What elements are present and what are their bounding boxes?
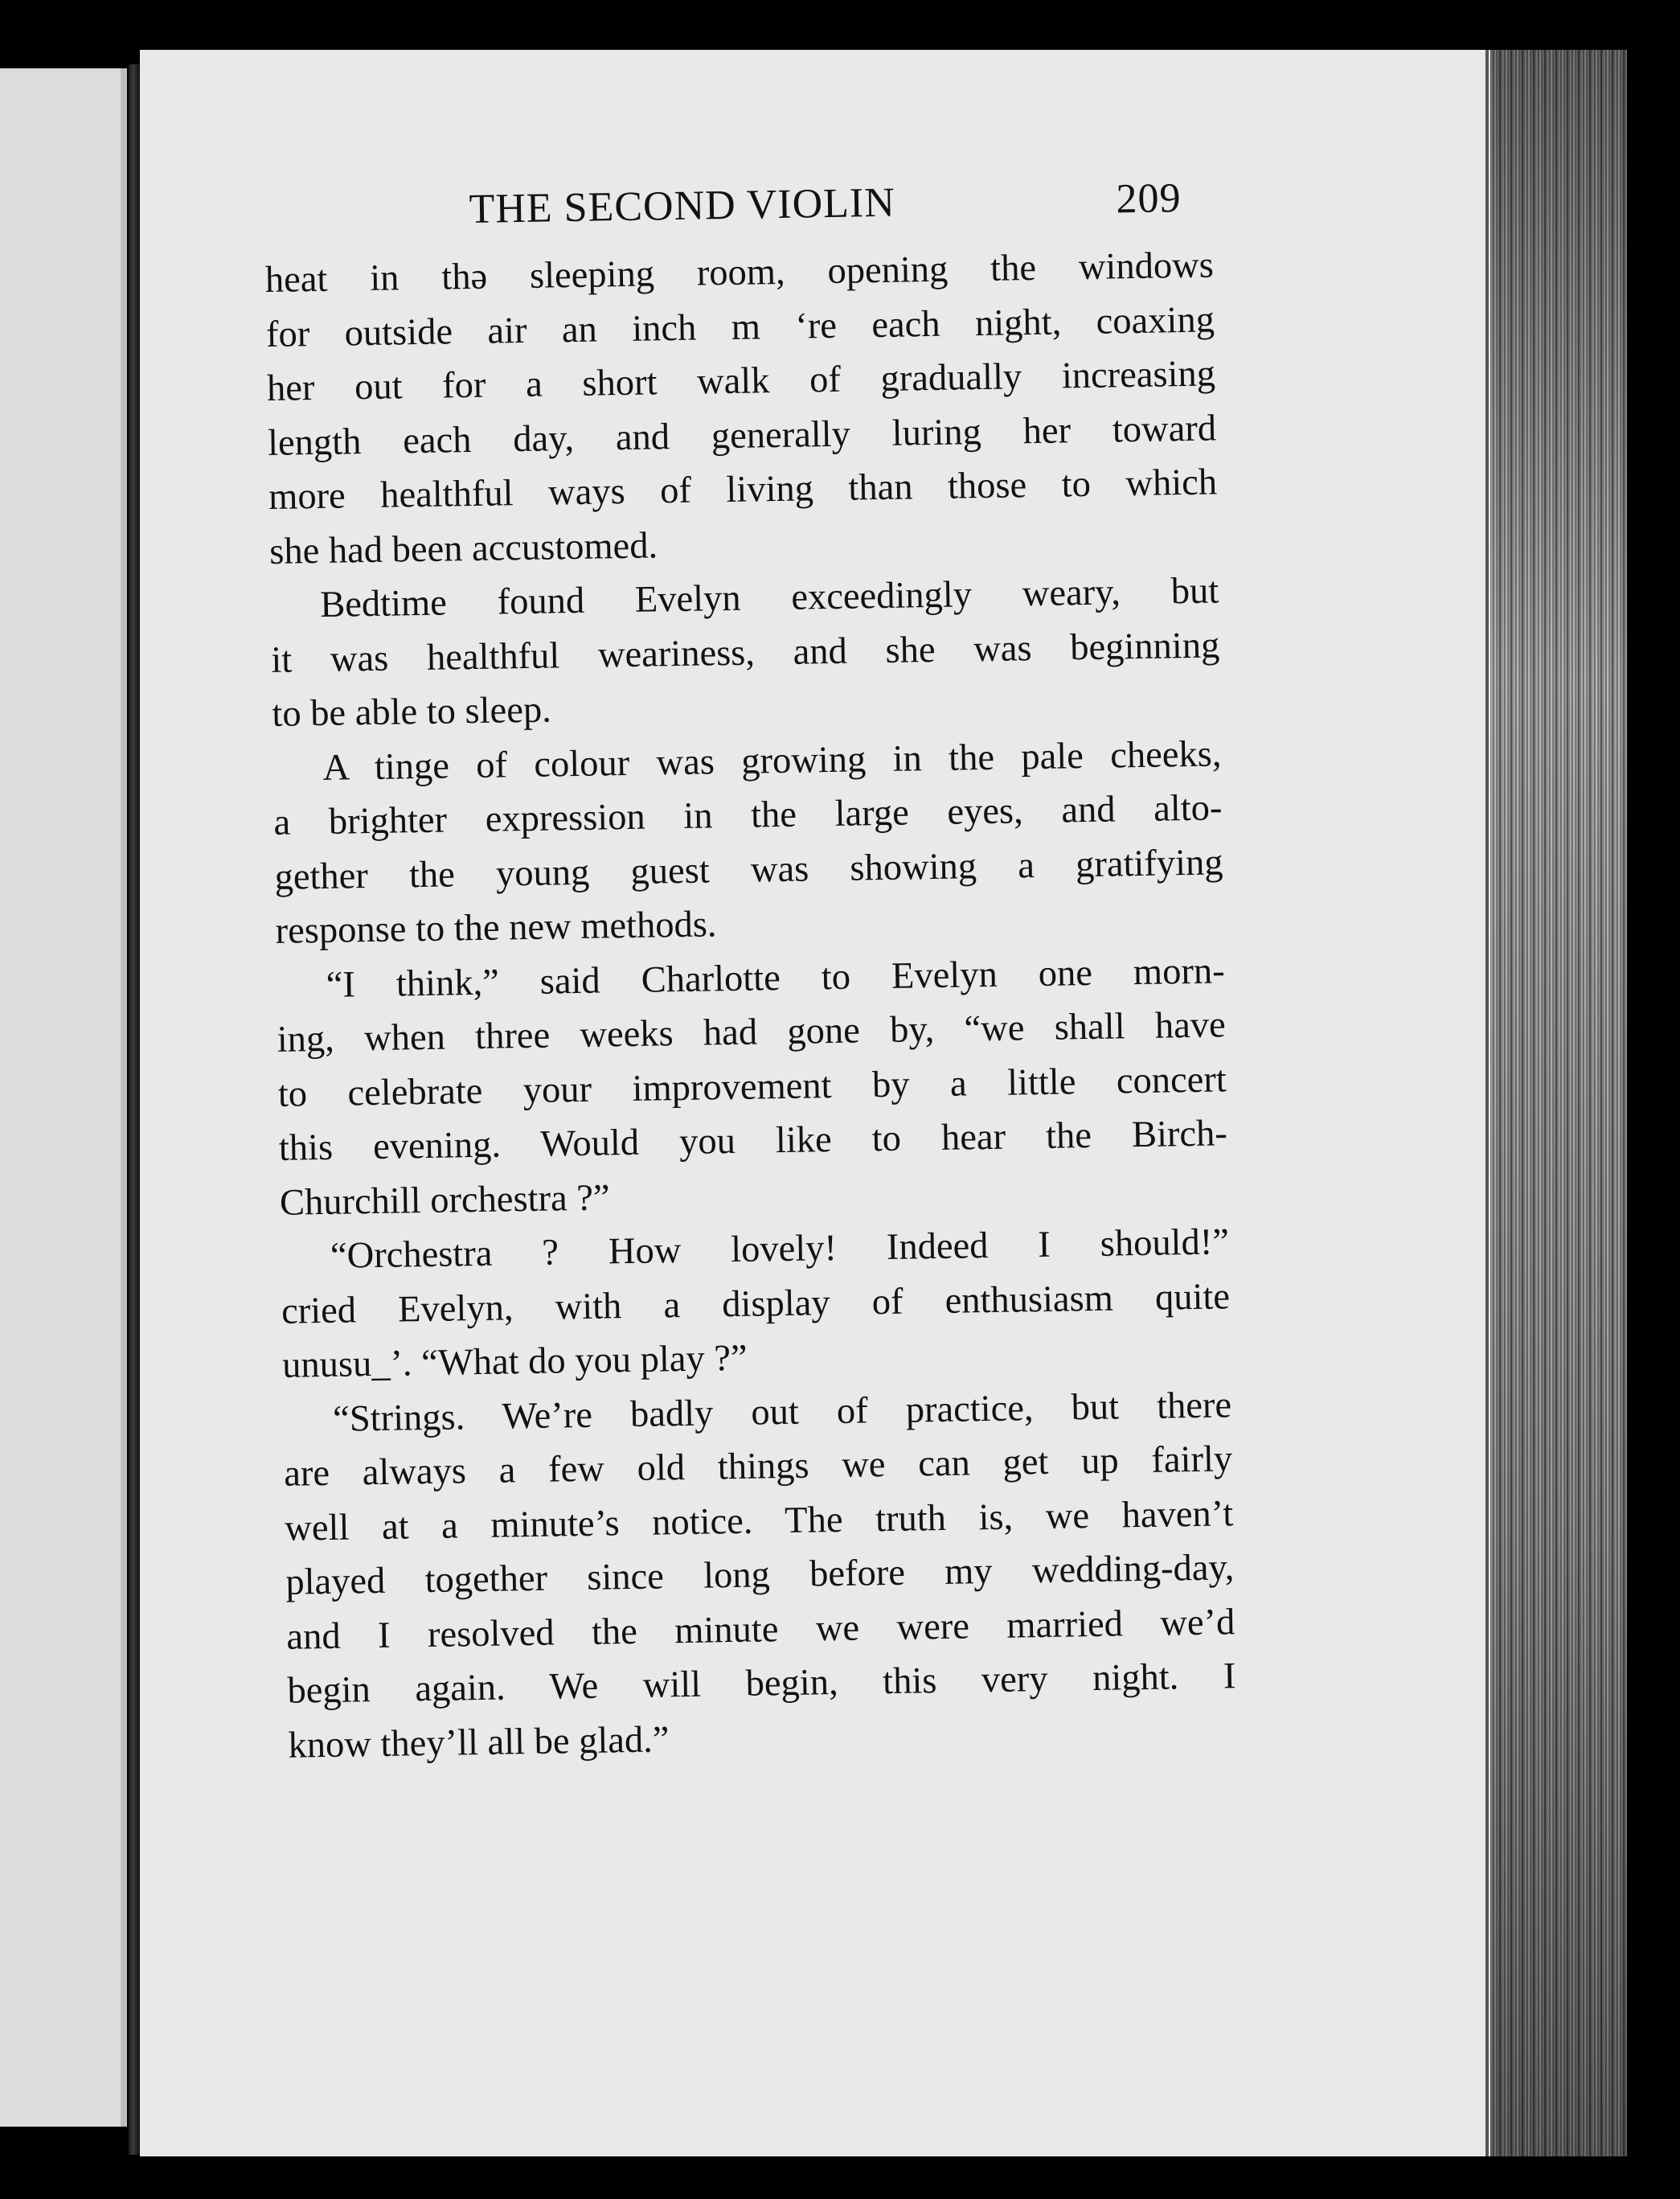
text-line: well at a minute’s notice. The truth is, we haven’t xyxy=(284,1492,1234,1549)
text-line: cried Evelyn, with a display of enthusiasm quite xyxy=(281,1275,1231,1332)
text-line: Churchill orchestra ?” xyxy=(279,1176,610,1224)
text-line: and I resolved the minute we were married we’d xyxy=(286,1601,1235,1658)
text-line: “Strings. We’re badly out of practice, but there xyxy=(332,1384,1232,1440)
text-line: her out for a short walk of gradually increasing xyxy=(266,353,1216,409)
text-line: she had been accustomed. xyxy=(268,524,658,572)
text-line: are always a few old things we can get up fairly xyxy=(283,1438,1233,1495)
text-line: for outside air an inch m ‘re each night, coaxing xyxy=(265,298,1215,355)
text-line: this evening. Would you like to hear the Birch- xyxy=(278,1113,1228,1169)
text-line: a brighter expression in the large eyes, and alto- xyxy=(273,787,1223,843)
text-line: to be able to sleep. xyxy=(272,689,552,735)
text-line: length each day, and generally luring her toward xyxy=(267,407,1217,464)
text-line: “Orchestra ? How lovely! Indeed I should!” xyxy=(330,1221,1230,1277)
text-line: ing, when three weeks had gone by, “we shall have xyxy=(277,1004,1227,1061)
paragraph xyxy=(276,944,1228,1230)
facing-page-edge xyxy=(0,68,127,2127)
paragraph xyxy=(280,1215,1231,1393)
text-line: gether the young guest was showing a gratifying xyxy=(274,841,1223,898)
text-line: know they’ll all be glad.” xyxy=(288,1718,670,1766)
paragraph xyxy=(283,1378,1237,1773)
page-edge-line xyxy=(1485,50,1489,2156)
paragraph xyxy=(264,238,1218,578)
paragraph xyxy=(272,727,1224,959)
text-line: unusu_’. “What do you play ?” xyxy=(281,1337,748,1386)
text-line: response to the new methods. xyxy=(275,904,717,952)
text-line: it was healthful weariness, and she was beginning xyxy=(270,624,1220,681)
text-line: begin again. We will begin, this very night. I xyxy=(287,1655,1236,1712)
text-line: A tinge of colour was growing in the pale cheeks, xyxy=(322,732,1222,789)
running-head xyxy=(264,166,1213,253)
running-title: THE SECOND VIOLIN xyxy=(469,179,896,232)
text-line: played together since long before my wedding-day, xyxy=(285,1547,1235,1603)
page-number: 209 xyxy=(1116,175,1182,223)
text-line: more healthful ways of living than those to which xyxy=(268,462,1218,518)
text-line: “I think,” said Charlotte to Evelyn one morn- xyxy=(326,950,1225,1006)
text-line: to celebrate your improvement by a little concert xyxy=(277,1058,1227,1115)
page-stack-fore-edge xyxy=(1490,50,1627,2156)
text-line: Bedtime found Evelyn exceedingly weary, but xyxy=(319,570,1219,626)
text-line: heat in thə sleeping room, opening the windows xyxy=(264,244,1215,301)
page-text-block xyxy=(264,166,1237,1772)
paragraph xyxy=(270,564,1221,741)
book-gutter xyxy=(129,64,140,2155)
